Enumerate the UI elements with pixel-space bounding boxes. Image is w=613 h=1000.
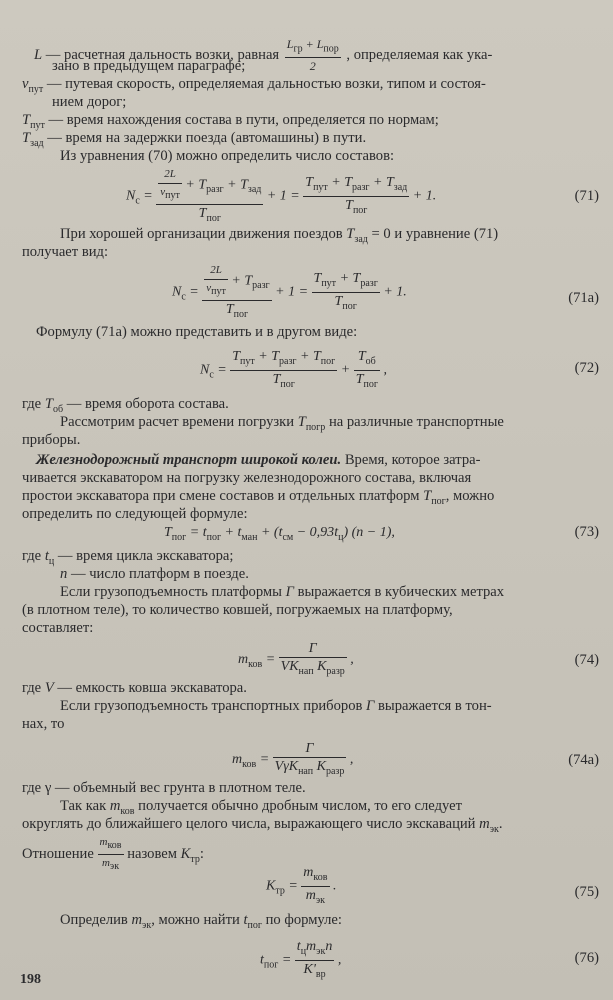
equation-number: (74) [574,652,599,668]
text-line: $T_{пут}$ — время нахождения состава в пути, определяется по нормам; [22,112,439,131]
equation-number: (73) [574,524,599,540]
text-line: n — число платформ в поезде. [60,566,249,582]
text-line: При хорошей организации движения поездов $T_{зад} = 0$ и уравнение (71) [60,226,499,245]
text-line: чивается экскаватором на погрузку железнодорожного состава, включая [22,470,472,486]
text-line: Формулу (71а) можно представить и в другом виде: [36,324,358,340]
text-line: Определив $m_{эк}$, можно найти $t_{пог}$ по формуле: [60,912,342,931]
text-line: Так как $m_{ков}$ получается обычно дробным числом, то его следует [60,798,462,817]
text-line: Из уравнения (70) можно определить число составов: [60,148,395,164]
text-line: где γ — объемный вес грунта в плотном теле. [22,780,306,796]
text-line: получает вид: [22,244,108,260]
text-line: Если грузоподъемность транспортных приборов Г выражается в тон- [60,698,492,714]
text-line: Если грузоподъемность платформы Г выражается в кубических метрах [60,584,505,600]
text-line: где $t_ц$ — время цикла экскаватора; [22,548,234,567]
equation-number: (75) [574,884,599,900]
text-line: L — расчетная дальность возки, равная $\frac{L_{гр} + L_{пор}}{2}$ , определяемая как ука- [34,37,493,74]
equation-number: (72) [574,360,599,376]
fraction: $\frac{L_{гр} + L_{пор}}{2}$ [286,37,339,74]
text-line: $v_{пут}$ — путевая скорость, определяемая дальностью возки, типом и состоя- [22,76,486,95]
text-line: зано в предыдущем параграфе; [52,58,246,74]
text-line: где V — емкость ковша экскаватора. [22,680,247,696]
equation-number: (71) [574,188,599,204]
equation-number: (74а) [568,752,599,768]
equation-75: $K_{тр}$ = $\frac{m_{ков}}{m_{эк}}$ . [266,865,337,906]
text-line: округлять до ближайшего целого числа, выражающего число экскаваций $m_{эк}$. [22,816,503,835]
page-number: 198 [20,972,41,987]
text-line: нием дорог; [52,94,127,110]
text-line: простои экскаватора при смене составов и отдельных платформ $T_{пог}$, можно [22,488,495,507]
equation-71: $N_c$ = $\frac{2L}{v_{пут}}$ + $T_{разг} + T_{зад}$ $T_{пог}$ + 1 = $\frac{T_{пут} + T_{разг} + T_{зад}}{T_{пог}}$ + 1. [126,168,437,224]
text-line: (в плотном теле), то количество ковшей, погружаемых на платформу, [22,602,453,618]
equation-74a: $m_{ков}$ = $\frac{Г}{V\gamma K_{нап} K_{разр}}$ , [232,741,354,777]
text-line: Рассмотрим расчет времени погрузки $T_{погр}$ на различные транспортные [60,414,504,433]
text-line: где $T_{об}$ — время оборота состава. [22,396,229,415]
text-line: Отношение $\frac{m_{ков}}{m_{эк}}$ назовем $K_{тр}$: [22,836,204,873]
text-line: приборы. [22,432,81,448]
text-line: $T_{зад}$ — время на задержки поезда (автомашины) в пути. [22,130,367,149]
text-line: составляет: [22,620,94,636]
text-line: Железнодорожный транспорт широкой колеи. Время, которое затра- [36,452,481,468]
text-line: определить по следующей формуле: [22,506,248,522]
text-line: нах, то [22,716,65,732]
equation-74: $m_{ков}$ = $\frac{Г}{VK_{нап} K_{разр}}$ , [238,641,354,677]
equation-71a: $N_c$ = $\frac{2L}{v_{пут}}$ + $T_{разг}$ $T_{пог}$ + 1 = $\frac{T_{пут} + T_{разг}}{T_{пог}}$ + 1. [172,264,407,320]
equation-number: (76) [574,950,599,966]
equation-72: $N_c$ = $\frac{T_{пут} + T_{разг} + T_{пог}}{T_{пог}}$ + $\frac{T_{об}}{T_{пог}}$ , [200,349,387,390]
equation-73: $T_{пог} = t_{пог} + t_{ман} + (t_{см} - 0,93t_ц) (n - 1)$, [164,525,395,543]
equation-number: (71а) [568,290,599,306]
equation-76: $t_{пог}$ = $\frac{t_цm_{эк}n}{K'_{вр}}$ , [260,939,342,980]
